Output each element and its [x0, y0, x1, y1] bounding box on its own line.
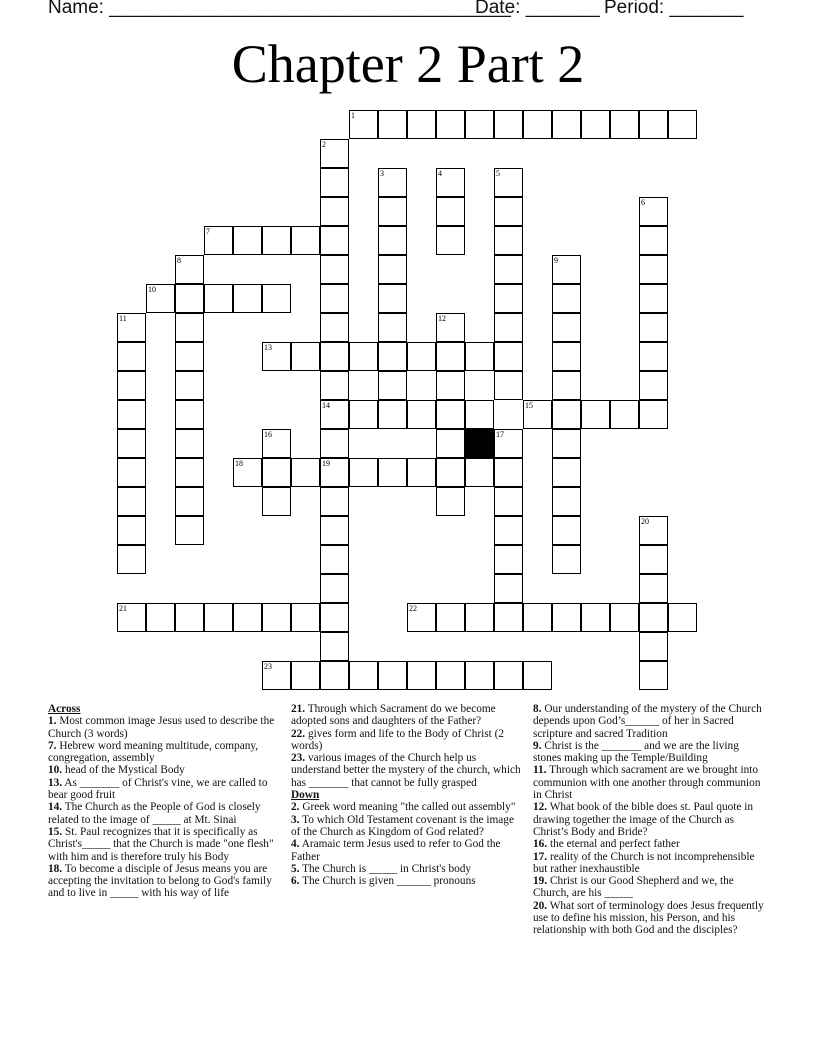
- clue-number: 3: [380, 169, 384, 178]
- grid-cell[interactable]: [320, 603, 349, 632]
- grid-cell[interactable]: [291, 458, 320, 487]
- grid-cell[interactable]: [378, 342, 407, 371]
- clue-text: reality of the Church is not incomprehensible but rather inexhaustible: [533, 850, 755, 875]
- grid-cell[interactable]: [117, 603, 146, 632]
- grid-cell[interactable]: [407, 110, 436, 139]
- grid-cell[interactable]: [320, 197, 349, 226]
- grid-cell[interactable]: [552, 603, 581, 632]
- grid-cell[interactable]: [494, 197, 523, 226]
- clue-text: What book of the bible does st. Paul quote in drawing together the image of the Church as Christ’s Body and Bride?: [533, 801, 754, 838]
- clue-number: 11: [119, 314, 127, 323]
- clue-num: 4.: [291, 838, 300, 851]
- grid-cell[interactable]: [610, 603, 639, 632]
- grid-cell[interactable]: [494, 574, 523, 603]
- down-heading: Down: [291, 789, 320, 802]
- clue-num: 17.: [533, 850, 548, 863]
- across-clue: [291, 728, 521, 753]
- clue-text: Greek word meaning "the called out assembly": [302, 801, 516, 814]
- grid-cell[interactable]: [639, 255, 668, 284]
- grid-cell[interactable]: [552, 458, 581, 487]
- grid-cell[interactable]: [320, 458, 349, 487]
- grid-cell[interactable]: [175, 284, 204, 313]
- grid-cell[interactable]: [175, 458, 204, 487]
- grid-cell[interactable]: [552, 429, 581, 458]
- grid-cell[interactable]: [610, 110, 639, 139]
- clue-num: 6.: [291, 875, 300, 888]
- down-clue: [533, 851, 769, 876]
- grid-cell[interactable]: [552, 400, 581, 429]
- clue-text: To become a disciple of Jesus means you are accepting the invitation to belong to God's family and to live in _____ with his way of life: [48, 862, 272, 900]
- grid-cell[interactable]: [552, 342, 581, 371]
- grid-cell[interactable]: [349, 400, 378, 429]
- across-clue: [48, 863, 284, 900]
- grid-cell[interactable]: [523, 661, 552, 690]
- clue-text: Christ is the _______ and we are the living stones making up the Temple/Building: [533, 739, 739, 765]
- grid-cell[interactable]: [436, 400, 465, 429]
- grid-cell[interactable]: [233, 284, 262, 313]
- across-clue: [48, 801, 284, 826]
- down-clue: [533, 703, 769, 740]
- grid-cell[interactable]: [552, 284, 581, 313]
- grid-cell[interactable]: [233, 603, 262, 632]
- down-clue: [533, 900, 769, 937]
- grid-cell[interactable]: [552, 313, 581, 342]
- grid-cell[interactable]: [494, 661, 523, 690]
- grid-cell[interactable]: [117, 429, 146, 458]
- grid-cell[interactable]: [465, 603, 494, 632]
- grid-cell[interactable]: [552, 545, 581, 574]
- clue-num: 1.: [48, 715, 57, 728]
- grid-cell[interactable]: [378, 661, 407, 690]
- clue-text: To which Old Testament covenant is the image of the Church as Kingdom of God related?: [291, 813, 514, 838]
- grid-cell[interactable]: [117, 458, 146, 487]
- clue-num: 22.: [291, 727, 306, 740]
- grid-cell[interactable]: [494, 516, 523, 545]
- grid-cell[interactable]: [639, 516, 668, 545]
- grid-cell[interactable]: [465, 400, 494, 429]
- across-clue: [48, 764, 284, 776]
- grid-cell[interactable]: [552, 371, 581, 400]
- clue-number: 23: [264, 662, 272, 671]
- clue-num: 10.: [48, 764, 63, 777]
- grid-cell[interactable]: [291, 226, 320, 255]
- grid-cell[interactable]: [378, 255, 407, 284]
- grid-cell[interactable]: [320, 661, 349, 690]
- clue-num: 3.: [291, 813, 300, 826]
- grid-cell[interactable]: [436, 197, 465, 226]
- clue-text: Hebrew word meaning multitude, company, congregation, assembly: [48, 739, 259, 765]
- clue-num: 16.: [533, 838, 548, 851]
- date-field[interactable]: Date: _______: [475, 0, 600, 18]
- grid-cell[interactable]: [349, 661, 378, 690]
- clue-text: The Church is given ______ pronouns: [302, 875, 476, 888]
- grid-cell[interactable]: [465, 458, 494, 487]
- clue-num: 9.: [533, 739, 542, 752]
- clue-num: 2.: [291, 801, 300, 814]
- grid-cell[interactable]: [552, 255, 581, 284]
- grid-cell[interactable]: [465, 661, 494, 690]
- grid-cell[interactable]: [407, 661, 436, 690]
- clue-num: 18.: [48, 862, 63, 875]
- grid-cell[interactable]: [117, 400, 146, 429]
- grid-cell[interactable]: [320, 139, 349, 168]
- grid-cell[interactable]: [233, 226, 262, 255]
- grid-cell[interactable]: [320, 226, 349, 255]
- clue-column-3: [533, 703, 769, 937]
- grid-cell[interactable]: [494, 429, 523, 458]
- grid-cell[interactable]: [436, 487, 465, 516]
- grid-cell[interactable]: [639, 284, 668, 313]
- grid-cell[interactable]: [117, 371, 146, 400]
- grid-cell[interactable]: [494, 342, 523, 371]
- grid-cell[interactable]: [117, 313, 146, 342]
- clue-text: St. Paul recognizes that it is specifically as Christ's_____ that the Church is made "one flesh" with him and is therefore truly his Body: [48, 825, 274, 863]
- grid-cell[interactable]: [494, 226, 523, 255]
- grid-cell[interactable]: [378, 400, 407, 429]
- grid-cell[interactable]: [407, 342, 436, 371]
- period-field[interactable]: Period: _______: [604, 0, 744, 18]
- grid-cell[interactable]: [494, 487, 523, 516]
- grid-cell[interactable]: [320, 516, 349, 545]
- clue-num: 12.: [533, 801, 548, 814]
- grid-cell[interactable]: [378, 458, 407, 487]
- grid-cell[interactable]: [436, 458, 465, 487]
- grid-cell[interactable]: [262, 429, 291, 458]
- name-field[interactable]: Name: ______________________________________: [48, 0, 511, 18]
- clue-number: 22: [409, 604, 417, 613]
- clue-number: 6: [641, 198, 645, 207]
- grid-cell[interactable]: [175, 429, 204, 458]
- grid-cell[interactable]: [291, 661, 320, 690]
- grid-cell[interactable]: [639, 313, 668, 342]
- clue-number: 7: [206, 227, 210, 236]
- grid-cell[interactable]: [494, 458, 523, 487]
- across-heading: Across: [48, 703, 81, 715]
- clue-number: 4: [438, 169, 442, 178]
- grid-cell[interactable]: [639, 197, 668, 226]
- grid-cell[interactable]: [639, 400, 668, 429]
- grid-cell[interactable]: [320, 632, 349, 661]
- grid-cell[interactable]: [117, 487, 146, 516]
- grid-cell[interactable]: [262, 487, 291, 516]
- page-title: Chapter 2 Part 2: [231, 34, 585, 94]
- clue-number: 16: [264, 430, 272, 439]
- clue-number: 20: [641, 517, 649, 526]
- down-clue: [533, 801, 769, 838]
- clue-number: 12: [438, 314, 446, 323]
- clue-num: 23.: [291, 752, 306, 765]
- clue-text: Most common image Jesus used to describe the Church (3 words): [48, 715, 275, 740]
- grid-cell[interactable]: [262, 342, 291, 371]
- clue-text: Our understanding of the mystery of the Church depends upon God’s______ of her in Sacred scripture and sacred Tradition: [533, 703, 762, 740]
- grid-cell[interactable]: [581, 603, 610, 632]
- grid-cell[interactable]: [668, 603, 697, 632]
- clue-text: Through which sacrament are we brought into communion with one another through communion in Christ: [533, 764, 761, 802]
- grid-cell[interactable]: [320, 342, 349, 371]
- grid-cell[interactable]: [378, 371, 407, 400]
- grid-cell[interactable]: [175, 516, 204, 545]
- grid-cell[interactable]: [204, 226, 233, 255]
- clue-number: 2: [322, 140, 326, 149]
- grid-cell[interactable]: [233, 458, 262, 487]
- grid-cell[interactable]: [175, 603, 204, 632]
- grid-cell[interactable]: [436, 429, 465, 458]
- grid-cell[interactable]: [465, 110, 494, 139]
- down-clue: [291, 801, 521, 813]
- clue-number: 8: [177, 256, 181, 265]
- clue-num: 13.: [48, 776, 63, 789]
- grid-cell[interactable]: [668, 110, 697, 139]
- grid-cell[interactable]: [436, 110, 465, 139]
- grid-cell[interactable]: [639, 342, 668, 371]
- grid-cell[interactable]: [494, 168, 523, 197]
- down-clue: [291, 875, 521, 887]
- grid-cell[interactable]: [378, 284, 407, 313]
- across-clue: [291, 703, 521, 728]
- down-clue: [291, 838, 521, 863]
- grid-cell[interactable]: [262, 661, 291, 690]
- grid-cell[interactable]: [320, 400, 349, 429]
- grid-cell[interactable]: [291, 603, 320, 632]
- grid-cell[interactable]: [175, 342, 204, 371]
- grid-cell[interactable]: [407, 603, 436, 632]
- clue-num: 14.: [48, 801, 63, 814]
- clue-number: 10: [148, 285, 156, 294]
- grid-cell[interactable]: [262, 458, 291, 487]
- grid-cell[interactable]: [436, 313, 465, 342]
- grid-cell[interactable]: [436, 603, 465, 632]
- grid-cell[interactable]: [552, 487, 581, 516]
- across-clue: [48, 777, 284, 802]
- grid-cell[interactable]: [494, 284, 523, 313]
- grid-cell[interactable]: [436, 661, 465, 690]
- grid-cell[interactable]: [436, 342, 465, 371]
- grid-cell[interactable]: [262, 284, 291, 313]
- clue-num: 15.: [48, 825, 63, 838]
- clue-num: 20.: [533, 899, 548, 912]
- down-clue: [291, 814, 521, 839]
- clue-num: 7.: [48, 739, 57, 752]
- grid-cell[interactable]: [639, 574, 668, 603]
- grid-cell[interactable]: [639, 603, 668, 632]
- grid-cell[interactable]: [494, 313, 523, 342]
- down-clue: [533, 764, 769, 801]
- grid-cell[interactable]: [262, 226, 291, 255]
- across-clue: [48, 715, 284, 740]
- grid-cell[interactable]: [320, 255, 349, 284]
- clue-num: 19.: [533, 875, 548, 888]
- clue-number: 14: [322, 401, 330, 410]
- grid-cell[interactable]: [320, 487, 349, 516]
- grid-cell[interactable]: [610, 400, 639, 429]
- grid-cell[interactable]: [639, 226, 668, 255]
- grid-cell[interactable]: [552, 110, 581, 139]
- clue-column-1: [48, 703, 284, 900]
- clue-text: The Church as the People of God is closely related to the image of _____ at Mt. Sinai: [48, 801, 261, 826]
- clue-number: 13: [264, 343, 272, 352]
- clue-num: 21.: [291, 703, 306, 715]
- grid-cell[interactable]: [436, 226, 465, 255]
- clue-number: 9: [554, 256, 558, 265]
- clue-text: gives form and life to the Body of Christ (2 words): [291, 727, 505, 752]
- grid-cell[interactable]: [378, 110, 407, 139]
- down-clue: [533, 740, 769, 765]
- grid-cell[interactable]: [407, 400, 436, 429]
- clue-num: 5.: [291, 862, 300, 875]
- across-clue: [48, 740, 284, 765]
- grid-cell[interactable]: [436, 168, 465, 197]
- grid-cell[interactable]: [291, 342, 320, 371]
- grid-cell[interactable]: [117, 545, 146, 574]
- grid-cell[interactable]: [146, 284, 175, 313]
- clue-text: Through which Sacrament do we become adopted sons and daughters of the Father?: [291, 703, 496, 728]
- grid-cell[interactable]: [320, 371, 349, 400]
- clue-number: 1: [351, 111, 355, 120]
- grid-cell[interactable]: [349, 342, 378, 371]
- clue-number: 19: [322, 459, 330, 468]
- across-clue: [48, 826, 284, 863]
- clue-number: 15: [525, 401, 533, 410]
- grid-cell[interactable]: [639, 110, 668, 139]
- grid-cell[interactable]: [117, 516, 146, 545]
- grid-cell[interactable]: [320, 168, 349, 197]
- grid-cell[interactable]: [320, 429, 349, 458]
- grid-cell[interactable]: [494, 110, 523, 139]
- black-cell: [465, 429, 494, 458]
- grid-cell[interactable]: [378, 313, 407, 342]
- grid-cell[interactable]: [320, 574, 349, 603]
- grid-cell[interactable]: [349, 110, 378, 139]
- clue-text: What sort of terminology does Jesus frequently use to define his mission, his Person, and his relationship with both God and the disciples?: [533, 899, 764, 937]
- grid-cell[interactable]: [552, 516, 581, 545]
- grid-cell[interactable]: [639, 371, 668, 400]
- clue-number: 18: [235, 459, 243, 468]
- down-clue: [291, 863, 521, 875]
- clue-text: As _______ of Christ's vine, we are called to bear good fruit: [48, 776, 268, 802]
- grid-cell[interactable]: [465, 342, 494, 371]
- grid-cell[interactable]: [378, 197, 407, 226]
- grid-cell[interactable]: [639, 661, 668, 690]
- grid-cell[interactable]: [175, 487, 204, 516]
- grid-cell[interactable]: [175, 371, 204, 400]
- grid-cell[interactable]: [581, 400, 610, 429]
- grid-cell[interactable]: [581, 110, 610, 139]
- clue-text: head of the Mystical Body: [64, 764, 185, 777]
- clue-text: Christ is our Good Shepherd and we, the Church, are his _____: [533, 875, 734, 900]
- clue-number: 21: [119, 604, 127, 613]
- grid-cell[interactable]: [175, 313, 204, 342]
- clue-num: 11.: [533, 764, 547, 777]
- clue-num: 8.: [533, 703, 542, 715]
- grid-cell[interactable]: [320, 284, 349, 313]
- clue-text: The Church is _____ in Christ's body: [302, 862, 472, 875]
- grid-cell[interactable]: [146, 603, 175, 632]
- clue-column-2: [291, 703, 521, 887]
- clue-number: 17: [496, 430, 504, 439]
- grid-cell[interactable]: [494, 255, 523, 284]
- grid-cell[interactable]: [523, 110, 552, 139]
- grid-cell[interactable]: [320, 545, 349, 574]
- grid-cell[interactable]: [117, 342, 146, 371]
- grid-cell[interactable]: [494, 545, 523, 574]
- down-clue: [533, 838, 769, 850]
- clue-number: 5: [496, 169, 500, 178]
- grid-cell[interactable]: [407, 458, 436, 487]
- grid-cell[interactable]: [494, 371, 523, 400]
- grid-cell[interactable]: [175, 255, 204, 284]
- grid-cell[interactable]: [639, 545, 668, 574]
- grid-cell[interactable]: [378, 226, 407, 255]
- grid-cell[interactable]: [204, 603, 233, 632]
- grid-cell[interactable]: [349, 458, 378, 487]
- clue-text: various images of the Church help us understand better the mystery of the church, which has _______ that cannot be fully grasped: [291, 752, 521, 789]
- grid-cell[interactable]: [523, 400, 552, 429]
- down-clue: [533, 875, 769, 900]
- grid-cell[interactable]: [204, 284, 233, 313]
- grid-cell[interactable]: [639, 632, 668, 661]
- grid-cell[interactable]: [175, 400, 204, 429]
- grid-cell[interactable]: [523, 603, 552, 632]
- grid-cell[interactable]: [436, 371, 465, 400]
- across-clue: [291, 752, 521, 789]
- grid-cell[interactable]: [320, 313, 349, 342]
- clue-text: Aramaic term Jesus used to refer to God the Father: [291, 838, 501, 863]
- clue-text: the eternal and perfect father: [549, 838, 680, 851]
- grid-cell[interactable]: [378, 168, 407, 197]
- grid-cell[interactable]: [262, 603, 291, 632]
- grid-cell[interactable]: [494, 603, 523, 632]
